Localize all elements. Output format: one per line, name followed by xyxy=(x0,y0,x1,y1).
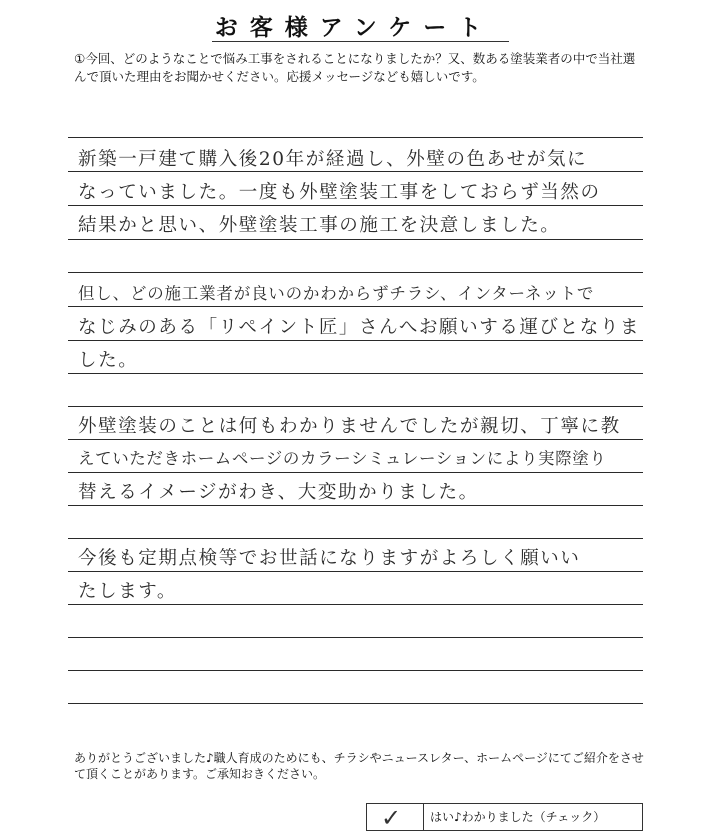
ruled-line xyxy=(68,538,643,539)
consent-checkbox[interactable] xyxy=(367,804,424,830)
ruled-line xyxy=(68,604,643,605)
ruled-line xyxy=(68,439,643,440)
survey-title: お客様アンケート xyxy=(214,15,494,41)
answer-line-10: 今後も定期点検等でお世話になりますがよろしく願いい xyxy=(78,548,581,569)
ruled-line xyxy=(68,272,643,273)
answer-line-11: たします。 xyxy=(78,581,178,602)
ruled-line xyxy=(68,340,643,341)
ruled-line xyxy=(68,472,643,473)
answer-line-5: なじみのある「リペイント匠」さんへお願いする運びとなりま xyxy=(78,317,641,338)
answer-line-2: なっていました。一度も外壁塗装工事をしておらず当然の xyxy=(78,182,601,203)
ruled-line xyxy=(68,137,643,138)
ruled-line xyxy=(68,239,643,240)
answer-line-6: した。 xyxy=(78,350,139,371)
consent-check-row[interactable] xyxy=(366,803,643,831)
ruled-line xyxy=(68,171,643,172)
answer-line-4: 但し、どの施工業者が良いのかわからずチラシ、インターネットで xyxy=(78,284,595,303)
ruled-line xyxy=(68,637,643,638)
ruled-line xyxy=(68,205,643,206)
ruled-line xyxy=(68,406,643,407)
footer-note: ありがとうございました♪職人育成のためにも、チラシやニュースレター、ホームページにてご紹介をさせて頂くことがあります。ご承知おきください。 xyxy=(74,751,644,781)
ruled-line xyxy=(68,571,643,572)
ruled-line xyxy=(68,703,643,704)
survey-question: ①今回、どのようなことで悩み工事をされることになりましたか？又、数ある塗装業者の中で当社選んで頂いた理由をお聞かせください。応援メッセージなども嬉しいです。 xyxy=(74,51,636,84)
ruled-line xyxy=(68,505,643,506)
answer-line-8: えていただきホームページのカラーシミュレーションにより実際塗り xyxy=(78,449,607,468)
answer-line-9: 替えるイメージがわき、大変助かりました。 xyxy=(78,482,479,503)
ruled-line xyxy=(68,306,643,307)
answer-line-3: 結果かと思い、外壁塗装工事の施工を決意しました。 xyxy=(78,215,561,236)
ruled-line xyxy=(68,670,643,671)
answer-line-1: 新築一戸建て購入後20年が経過し、外壁の色あせが気に xyxy=(78,149,588,170)
consent-label: はい♪わかりました（チェック） xyxy=(430,810,606,824)
answer-line-7: 外壁塗装のことは何もわかりませんでしたが親切、丁寧に教 xyxy=(78,416,621,437)
ruled-line xyxy=(68,373,643,374)
checkmark-icon: ✓ xyxy=(381,804,402,832)
